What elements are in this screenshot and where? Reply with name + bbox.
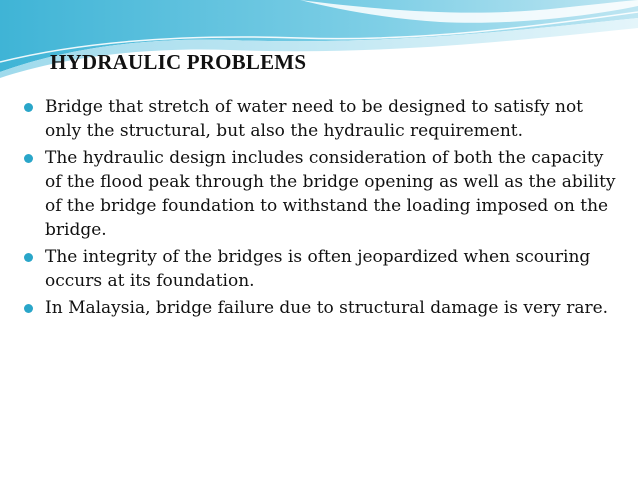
bullet-item (18, 296, 618, 320)
bullet-text: Bridge that stretch of water need to be designed to satisfy not only the structural, but also the hydraulic requirement. (45, 97, 584, 141)
bullet-dot-icon (24, 103, 33, 112)
bullet-text: The integrity of the bridges is often jeopardized when scouring occurs at its foundation. (45, 247, 591, 291)
bullet-item (18, 146, 618, 242)
bullet-text: The hydraulic design includes consideration of both the capacity of the flood peak through the bridge opening as well as the ability of the bridge foundation to withstand the loading imposed on the bridge. (45, 148, 616, 240)
bullet-dot-icon (24, 253, 33, 262)
bullet-dot-icon (24, 304, 33, 313)
bullet-item (18, 95, 618, 143)
bullet-text: In Malaysia, bridge failure due to structural damage is very rare. (45, 298, 609, 318)
bullet-dot-icon (24, 154, 33, 163)
slide-title: HYDRAULIC PROBLEMS (50, 50, 307, 74)
bullet-item (18, 245, 618, 293)
bullet-list (18, 95, 618, 323)
